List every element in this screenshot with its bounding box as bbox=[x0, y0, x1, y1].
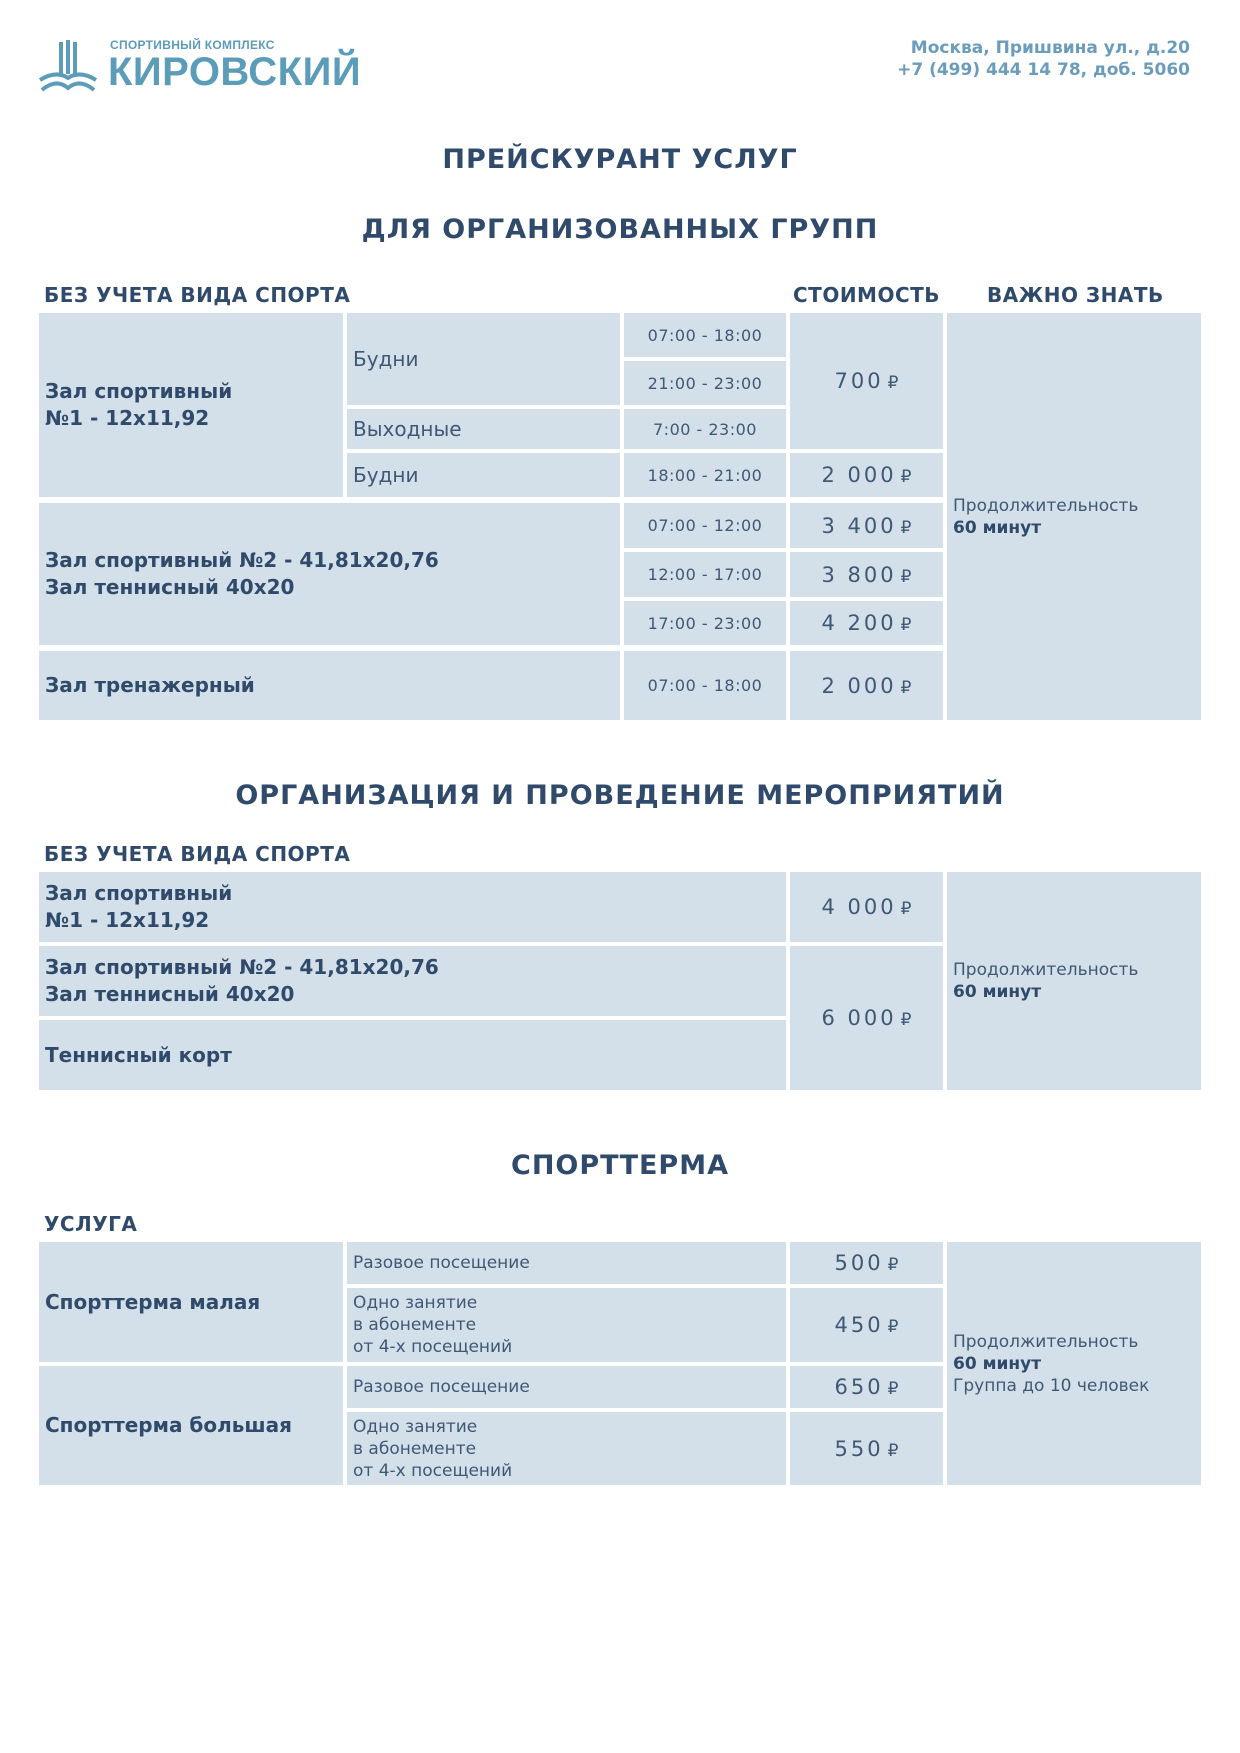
events-title: ОРГАНИЗАЦИЯ И ПРОВЕДЕНИЕ МЕРОПРИЯТИЙ bbox=[235, 780, 1005, 811]
hall1-name: Зал спортивный №1 - 12х11,92 bbox=[39, 313, 343, 497]
term-info: Продолжительность 60 минут Группа до 10 человек bbox=[947, 1242, 1201, 1485]
events-head-left: БЕЗ УЧЕТА ВИДА СПОРТА bbox=[44, 842, 351, 866]
price-cell: 450 ₽ bbox=[790, 1288, 943, 1362]
time-cell: 17:00 - 23:00 bbox=[624, 601, 786, 645]
events-info: Продолжительность 60 минут bbox=[947, 872, 1201, 1090]
term-small: Спорттерма малая bbox=[39, 1242, 343, 1362]
price-cell: 3 400 ₽ bbox=[790, 503, 943, 548]
time-cell: 07:00 - 18:00 bbox=[624, 313, 786, 357]
logo-big-text: КИРОВСКИЙ bbox=[108, 50, 362, 94]
groups-head-left: БЕЗ УЧЕТА ВИДА СПОРТА bbox=[44, 283, 351, 307]
price-cell: 550 ₽ bbox=[790, 1412, 943, 1485]
term-big-abon: Одно занятие в абонементе от 4-х посещений bbox=[347, 1412, 786, 1485]
price-cell: 6 000 ₽ bbox=[790, 946, 943, 1090]
hall1-weekdays-evening: Будни bbox=[347, 453, 620, 497]
events-court: Теннисный корт bbox=[39, 1020, 786, 1090]
phone: +7 (499) 444 14 78, доб. 5060 bbox=[897, 60, 1190, 80]
price-cell: 4 000 ₽ bbox=[790, 872, 943, 942]
price-cell: 2 000 ₽ bbox=[790, 651, 943, 720]
time-cell: 07:00 - 18:00 bbox=[624, 651, 786, 720]
time-cell: 12:00 - 17:00 bbox=[624, 552, 786, 597]
address: Москва, Пришвина ул., д.20 bbox=[910, 38, 1190, 58]
hall1-weekends: Выходные bbox=[347, 409, 620, 449]
time-cell: 07:00 - 12:00 bbox=[624, 503, 786, 548]
hall2-name: Зал спортивный №2 - 41,81х20,76 Зал теннисный 40х20 bbox=[39, 503, 620, 645]
term-small-abon: Одно занятие в абонементе от 4-х посещений bbox=[347, 1288, 786, 1362]
price-cell: 2 000 ₽ bbox=[790, 453, 943, 497]
time-cell: 18:00 - 21:00 bbox=[624, 453, 786, 497]
price-cell: 650 ₽ bbox=[790, 1366, 943, 1408]
events-hall1: Зал спортивный №1 - 12х11,92 bbox=[39, 872, 786, 942]
price-cell: 4 200 ₽ bbox=[790, 601, 943, 645]
groups-title: ДЛЯ ОРГАНИЗОВАННЫХ ГРУПП bbox=[361, 214, 879, 245]
price-cell: 3 800 ₽ bbox=[790, 552, 943, 597]
groups-info: Продолжительность 60 минут bbox=[947, 313, 1201, 720]
term-big: Спорттерма большая bbox=[39, 1366, 343, 1485]
gym-name: Зал тренажерный bbox=[39, 651, 620, 720]
groups-head-info: ВАЖНО ЗНАТЬ bbox=[987, 283, 1164, 307]
groups-head-cost: СТОИМОСТЬ bbox=[793, 283, 941, 307]
logo-icon bbox=[38, 38, 98, 98]
term-small-single: Разовое посещение bbox=[347, 1242, 786, 1284]
logo-small-text: СПОРТИВНЫЙ КОМПЛЕКС bbox=[110, 38, 275, 52]
term-title: СПОРТТЕРМА bbox=[511, 1150, 729, 1181]
time-cell: 21:00 - 23:00 bbox=[624, 361, 786, 405]
hall1-weekdays: Будни bbox=[347, 313, 620, 405]
term-head-left: УСЛУГА bbox=[44, 1212, 138, 1236]
price-cell: 700 ₽ bbox=[790, 313, 943, 449]
page-title: ПРЕЙСКУРАНТ УСЛУГ bbox=[442, 144, 798, 175]
logo bbox=[38, 36, 362, 100]
price-cell: 500 ₽ bbox=[790, 1242, 943, 1284]
time-cell: 7:00 - 23:00 bbox=[624, 409, 786, 449]
events-hall2: Зал спортивный №2 - 41,81х20,76 Зал теннисный 40х20 bbox=[39, 946, 786, 1016]
term-big-single: Разовое посещение bbox=[347, 1366, 786, 1408]
